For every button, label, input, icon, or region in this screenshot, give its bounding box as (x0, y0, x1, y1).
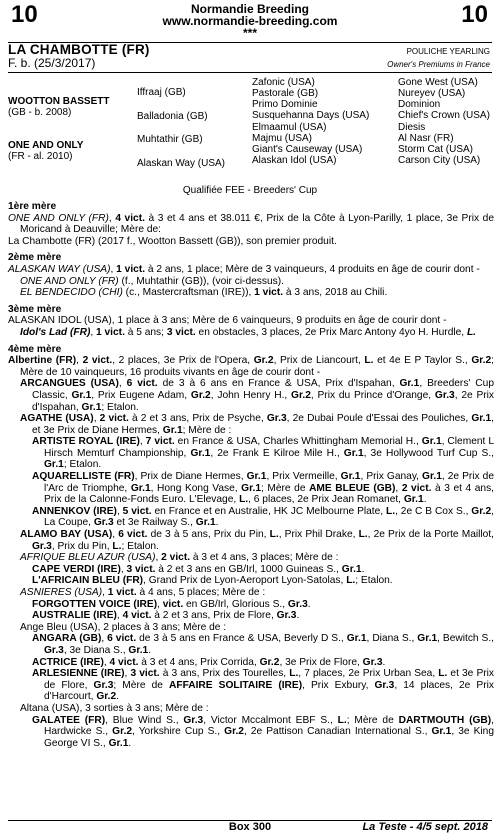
produce-alamo-bay: ALAMO BAY (USA), 6 vict. de 3 à 5 ans, Prix du Pin, L., Prix Phil Drake, L., 2e Prix de la Porte Maillot, Gr.3, Prix du Pin, L.; Etalon. (20, 529, 494, 552)
produce-artiste-royal: ARTISTE ROYAL (IRE), 7 vict. en France & USA, Charles Whittingham Memorial H., Gr.1, Clement L Hirsch Memturf Championship, Gr.1, 2e Frank E Kilroe Mile H., Gr.1, 3e Hollywood Turf Cup S., Gr.1; Etalon. (32, 436, 495, 471)
produce-ange-bleu: Ange Bleu (USA), 2 places à 3 ans; Mère de : (20, 621, 227, 633)
dam-name: ONE AND ONLY (8, 140, 84, 151)
second-dam-text: ALASKAN WAY (USA), 1 vict. à 2 ans, 1 place; Mère de 3 vainqueurs, 4 produits en âge de courir dont - (8, 263, 480, 275)
gen4-8: Carson City (USA) (398, 155, 481, 166)
third-dam-text: ALASKAN IDOL (USA), 1 place à 3 ans; Mère de 6 vainqueurs, 9 produits en âge de courir dont - (8, 315, 447, 327)
produce-arcangues: ARCANGUES (USA), 6 vict. de 3 à 6 ans en France & USA, Prix d'Ispahan, Gr.1, Breeders' Cup Classic, Gr.1, Prix Eugene Adam, Gr.2, John Henry H., Gr.2, Prix du Prince d'Orange, Gr.3, 2e Prix d'Ispahan, Gr.1; Etalon. (20, 378, 495, 413)
produce-annenkov: ANNENKOV (IRE), 5 vict. en France et en Australie, HK JC Melbourne Plate, L., 2e C B Cox S., Gr.2, La Coupe, Gr.3 et 3e Railway S., Gr.1. (32, 505, 494, 529)
gen2-2: Balladonia (GB) (137, 111, 208, 122)
gen3-5: Elmaamul (USA) (252, 122, 327, 133)
header-center (0, 3, 500, 39)
first-dam-produce: La Chambotte (FR) (2017 f., Wootton Bassett (GB)), son premier produit. (8, 235, 337, 247)
gen4-1: Gone West (USA) (398, 77, 478, 88)
second-dam-produce-2: EL BENDECIDO (CHI) (c., Mastercraftsman (IRE)), 1 vict. à 3 ans, 2018 au Chili. (20, 287, 388, 299)
lot-number-right: 10 (461, 1, 488, 28)
pedigree-table (8, 78, 494, 183)
gen2-4: Alaskan Way (USA) (137, 158, 225, 169)
sire-name: WOOTTON BASSETT (8, 96, 110, 107)
section-first-dam: 1ère mère (8, 201, 57, 212)
second-dam-produce-1: ONE AND ONLY (FR) (f., Muhtathir (GB)), (voir ci-dessus). (20, 275, 284, 287)
gen4-4: Chief's Crown (USA) (398, 110, 490, 121)
produce-galatee: GALATEE (FR), Blue Wind S., Gr.3, Victor Mccalmont EBF S., L.; Mère de DARTMOUTH (GB), Hardwicke S., Gr.2, Yorkshire Cup S., Gr.2, 2e Pattison Canadian International S., Gr.1, 3e King George VI S., Gr.1. (32, 714, 494, 749)
sire-info: (GB - b. 2008) (8, 107, 72, 118)
section-third-dam: 3ème mère (8, 303, 62, 315)
dam-info: (FR - al. 2010) (8, 151, 73, 162)
produce-forgotten-voice: FORGOTTEN VOICE (IRE), vict. en GB/Irl, Glorious S., Gr.3. (32, 598, 311, 610)
gen3-8: Alaskan Idol (USA) (252, 155, 337, 166)
produce-altana: Altana (USA), 3 sorties à 3 ans; Mère de : (20, 702, 209, 714)
horse-name: LA CHAMBOTTE (FR) (8, 42, 150, 57)
gen3-7: Giant's Causeway (USA) (252, 144, 363, 155)
gen2-3: Muhtathir (GB) (137, 134, 203, 145)
produce-actrice: ACTRICE (IRE), 4 vict. à 3 et 4 ans, Prix Corrida, Gr.2, 3e Prix de Flore, Gr.3. (32, 656, 386, 668)
gen3-3: Primo Dominie (252, 99, 318, 110)
company-website: www.normandie-breeding.com (162, 14, 338, 28)
produce-arlesienne: ARLESIENNE (IRE), 3 vict. à 3 ans, Prix des Tourelles, L., 7 places, 2e Prix Urban Sea, L. et 3e Prix de Flore, Gr.3; Mère de AFFAIRE SOLITAIRE (IRE), Prix Exbury, Gr.3, 14 places, 2e Prix d'Harcourt, Gr.2. (32, 668, 494, 703)
family-notes (8, 196, 494, 749)
sale-location-date: La Teste - 4/5 sept. 2018 (362, 821, 488, 833)
produce-aquarelliste: AQUARELLISTE (FR), Prix de Diane Hermes, Gr.1, Prix Vermeille, Gr.1, Prix Ganay, Gr.1, 2e Prix de l'Arc de Triomphe, Gr.1, Hong Kong Vase, Gr.1; Mère de AME BLEUE (GB), 2 vict. à 3 et 4 ans, Prix de la Calonne-Fonds Euro. L'Elevage, L., 6 places, 2e Prix Jean Romanet, Gr.1. (32, 471, 495, 506)
section-second-dam: 2ème mère (8, 252, 62, 264)
horse-info: F. b. (25/3/2017) (8, 56, 96, 70)
produce-afrique-bleu-azur: AFRIQUE BLEU AZUR (USA), 2 vict. à 3 et 4 ans, 3 places; Mère de : (20, 552, 339, 564)
gen3-2: Pastorale (GB) (252, 88, 319, 99)
gen4-6: Al Nasr (FR) (398, 133, 454, 144)
catalogue-footer (0, 822, 500, 836)
produce-agathe: AGATHE (USA), 2 vict. à 2 et 3 ans, Prix de Psyche, Gr.3, 2e Dubai Poule d'Essai des Pouliches, Gr.1, et 3e Prix de Diane Hermes, Gr.1; Mère de : (20, 413, 495, 436)
produce-lafricain-bleu: L'AFRICAIN BLEU (FR), Grand Prix de Lyon-Aeroport Lyon-Satolas, L.; Etalon. (32, 575, 393, 587)
section-fourth-dam: 4ème mère (8, 343, 62, 355)
catalogue-header (0, 0, 500, 42)
gen4-5: Diesis (398, 122, 426, 133)
produce-australie: AUSTRALIE (IRE), 4 vict. à 2 et 3 ans, Prix de Flore, Gr.3. (32, 610, 300, 622)
box-number: Box 300 (228, 821, 272, 833)
produce-cape-verdi: CAPE VERDI (IRE), 3 vict. à 2 et 3 ans en GB/Irl, 1000 Guineas S., Gr.1. (32, 563, 365, 575)
qualification: Qualifiée FEE - Breeders' Cup (182, 185, 318, 196)
horse-type: POULICHE YEARLING (406, 47, 490, 56)
gen4-2: Nureyev (USA) (398, 88, 466, 99)
fourth-dam-text: Albertine (FR), 2 vict., 2 places, 3e Prix de l'Opera, Gr.2, Prix de Liancourt, L. et 4e E P Taylor S., Gr.2; Mère de 10 vainqueurs, 16 produits vivants en âge de courir dont - (8, 355, 494, 378)
gen4-3: Dominion (398, 99, 441, 110)
lot-number-left: 10 (11, 1, 38, 28)
gen2-1: Iffraaj (GB) (137, 87, 186, 98)
first-dam-text: ONE AND ONLY (FR), 4 vict. à 3 et 4 ans et 38.011 €, Prix de la Côte à Lyon-Parilly, 1 place, 3e Prix de Moricand à Deauville; Mère de: (8, 212, 494, 236)
header-stars: *** (242, 26, 257, 40)
owner-premiums-label: Owner's Premiums in France (387, 60, 490, 69)
gen4-7: Storm Cat (USA) (398, 144, 474, 155)
pedigree-rule (8, 72, 492, 73)
company-name: Normandie Breeding (190, 2, 310, 16)
gen3-4: Susquehanna Days (USA) (252, 110, 370, 121)
gen3-6: Majmu (USA) (252, 133, 313, 144)
produce-asnieres: ASNIERES (USA), 1 vict. à 4 ans, 5 places; Mère de : (20, 587, 266, 598)
third-dam-produce-1: Idol's Lad (FR), 1 vict. à 5 ans; 3 vict. en obstacles, 3 places, 2e Prix Marc Antony 4yo H. Hurdle, L. (20, 326, 477, 338)
produce-angara: ANGARA (GB), 6 vict. de 3 à 5 ans en France & USA, Beverly D S., Gr.1, Diana S., Gr.1, Bewitch S., Gr.3, 3e Diana S., Gr.1. (32, 633, 494, 656)
gen3-1: Zafonic (USA) (252, 77, 315, 88)
